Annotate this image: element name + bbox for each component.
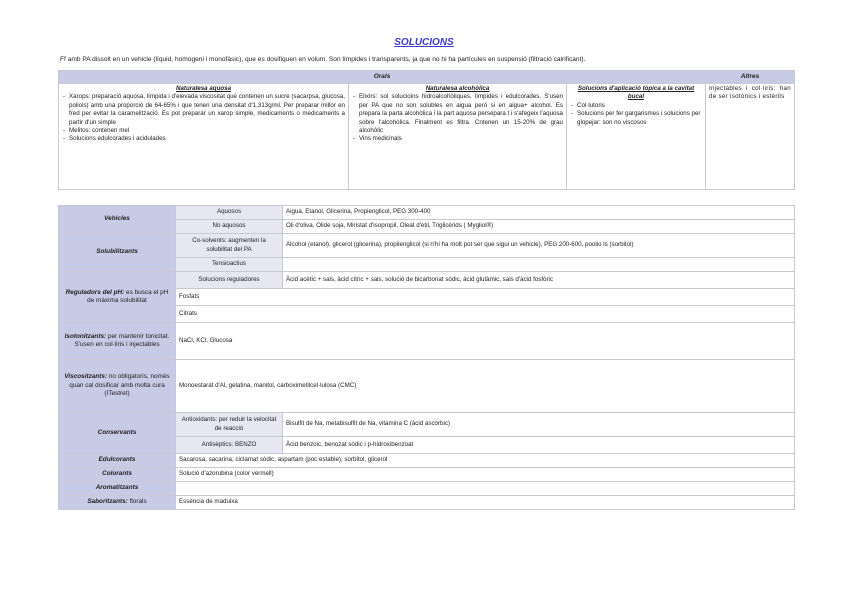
list-item: - Elixirs: sol solucioins hidroalcohòliques, límpides i edulcorades. S'usen per PA que no son solubles en aigua però si en aigua+ alcohol. Es prepara la parta alcohòlica i la part aquosa persepara t i s'afegeix l'aquosa sobre l'alcohòlica. Finalment es filtra. Cntenen un 15-20% de grau alcohòlic [359, 93, 563, 135]
antiseptics-label: Antisèptics: BENZO [176, 437, 283, 454]
cosolvents-value: Alcohol (etanol), glicerol (glicerina), propilenglicol (si n'hi ha molt pot ser que sigui un vehicle), PEG 200-600, poolio ls (sorbitol) [283, 234, 795, 258]
colorants-label: Colorants [59, 468, 176, 482]
aquosa-cell [59, 84, 349, 190]
saboritzants-label: Saboritzants: florals [59, 496, 176, 510]
antioxidants-label: Antioxidants: per reduir la velocitat de reacció [176, 413, 283, 437]
solubilitzants-label: Solubilitzants [59, 234, 176, 272]
list-item: - Solucions edulcorades i acidulades [69, 135, 345, 143]
list-item: - Solucions per fer gargarismes i solucions per glopejar: son no viscosos [577, 110, 702, 127]
classification-table [58, 70, 795, 190]
tensioactius-value [283, 258, 795, 272]
intro-text: Ff amb PA dissolt en un vehicle (líquid, homogeni i monofàsic), que es dosifiquen en volum. Son límpides i transparents, ja que no hi ha partícules en suspensió (filtració calrificant). [60, 56, 586, 63]
viscositzants-value: Monoestarat d'Al, gelatina, manitol, carboximetilcel·lulosa (CMC) [176, 360, 795, 413]
list-item: - Xarops: preparació aquosa, límpida i d'elevada viscositat que contenen un sucre (sacarpsa, glucosa, poliols) amb una proporció de 64-65% i que tenen una densitat d'1,313g/ml. Per preparar millor en fred per evitar la caramelització. Es pot preparar un xarop simple, medicaments o medicaments a partir d'un simple [69, 93, 345, 127]
list-item: - Vins medicinals [359, 135, 563, 143]
orals-header: Orals [59, 71, 706, 84]
topica-title: Solucions d'aplicació tòpica a la cavitat bucal [577, 85, 695, 101]
altres-header: Altres [706, 71, 795, 84]
colorants-value: Solució d'azorubina (color vermell) [176, 468, 795, 482]
edulcorants-label: Edulcorants [59, 454, 176, 468]
noaquosos-value: Oli d'oliva, Olide soja, Miristat d'isopropil, Oleat d'etil, Triglicèrids ( Mygliol®) [283, 220, 795, 234]
aromatitzants-value [176, 482, 795, 496]
viscositzants-label: Viscositzants: no obligatoris, només quan cal dosificar amb molta cura (ITestret) [59, 360, 176, 413]
isotonitzants-label: Isotonitzants: per mantenir tonicitat. S'usen en col·liris i injectables [59, 323, 176, 360]
list-item: - Col·lutoris [577, 102, 702, 110]
reguladors-label: Reguladors del pH: es busca el pH de màxima solubilitat [59, 272, 176, 323]
aromatitzants-label: Aromatitzants [59, 482, 176, 496]
conservants-label: Conservants [59, 413, 176, 454]
aquosos-label: Aquosos [176, 206, 283, 220]
solucions-reguladores-label: Solucions reguladores [176, 272, 283, 289]
list-item: - Melitos: contenen mel [69, 127, 345, 135]
edulcorants-value: Sacarosa, sacarina, ciclamat sòdic, aspartam (poc estable), sorbitol, glicerol [176, 454, 795, 468]
injectables-cell: Injectables i col·liris: han de ser isotònics i estèrils [706, 84, 795, 190]
citrats-row: Citrats [176, 306, 795, 323]
aquosos-value: Aigua, Etanol, Glicerina, Propienglicol, PEG 300-400 [283, 206, 795, 220]
fosfats-row: Fosfats [176, 289, 795, 306]
alcoholica-title: Naturalesa alcohòlica [425, 85, 490, 92]
isotonitzants-value: NaCl, KCl, Glucosa [176, 323, 795, 360]
cosolvents-label: Co-solvents: augmenten la solubilitat del PA [176, 234, 283, 258]
alcoholica-cell [349, 84, 567, 190]
topica-cell [567, 84, 706, 190]
solucions-reguladores-value: Àcid acètic + sals, àcid cítric + sals, solució de bicarbonat sòdic, àcid glutàmic, sals d'àcid fosfòric [283, 272, 795, 289]
noaquosos-label: No aquosos [176, 220, 283, 234]
antioxidants-value: Bisulfit de Na, metabisulfit de Na, vitamina C (àcid ascòrbic) [283, 413, 795, 437]
antiseptics-value: Àcid benzoic, benozat sòdic i p-hidroxibenzoat [283, 437, 795, 454]
aquosa-title: Naturalesa aquosa [175, 85, 232, 92]
saboritzants-value: Essència de maduixa [176, 496, 795, 510]
tensioactius-label: Tensioactius [176, 258, 283, 272]
page-title: SOLUCIONS [394, 37, 454, 48]
components-table [58, 205, 795, 510]
vehicles-label: Vehicles [59, 206, 176, 234]
